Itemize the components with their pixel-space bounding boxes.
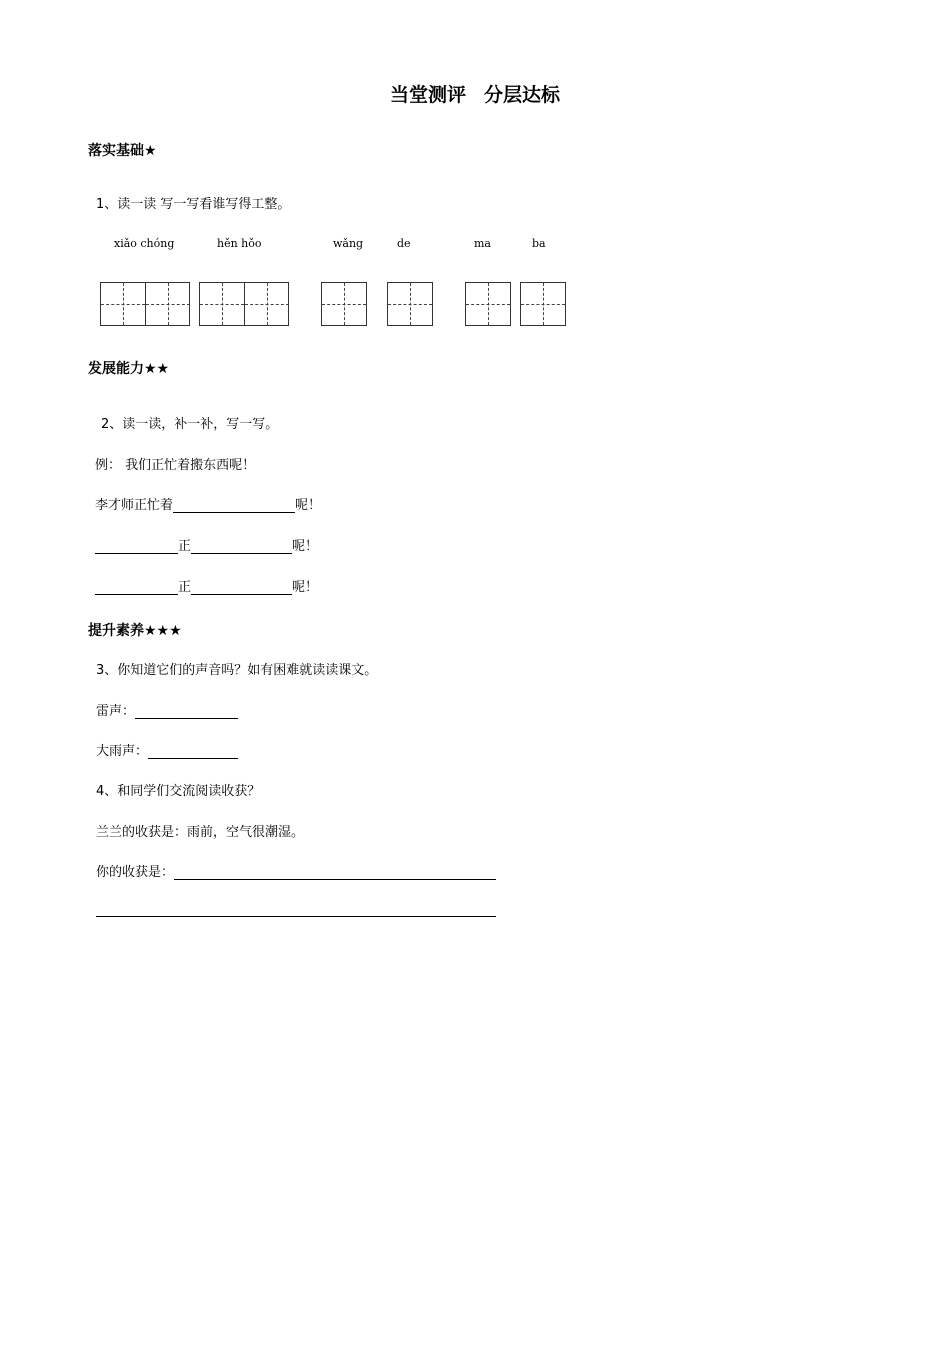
blank-line-1[interactable] (173, 498, 295, 513)
writing-grid-wang[interactable] (321, 282, 367, 326)
blank-line-3a[interactable] (95, 580, 178, 595)
blank-line-3b[interactable] (191, 580, 292, 595)
section-heading-develop: 发展能力★★ (88, 361, 170, 377)
line-1-suffix: 呢！ (295, 498, 322, 513)
writing-grid-ma[interactable] (465, 282, 511, 326)
line-3-suffix: 呢！ (292, 580, 319, 595)
writing-grid-xiao-chong[interactable] (100, 282, 190, 326)
yours-label: 你的收获是： (96, 865, 175, 880)
heavy-rain-label: 大雨声： (96, 744, 149, 759)
question-2-line-2 (95, 535, 318, 554)
question-2-line-3 (95, 576, 318, 595)
writing-grid-ba[interactable] (520, 282, 566, 326)
question-2-prompt: 2、读一读，补一补，写一写。 (101, 417, 279, 432)
pinyin-ma: ma (474, 237, 491, 250)
pinyin-ba: ba (532, 237, 546, 250)
section-heading-improve: 提升素养★★★ (88, 623, 182, 639)
pinyin-xiao-chong: xiǎo chóng (114, 237, 175, 250)
question-2-example: 例： 我们正忙着搬东西呢！ (95, 458, 256, 473)
question-4-example: 兰兰的收获是：雨前，空气很潮湿。 (96, 825, 305, 840)
writing-grid-de[interactable] (387, 282, 433, 326)
line-2-suffix: 呢！ (292, 539, 319, 554)
thunder-label: 雷声： (96, 704, 136, 719)
thunder-blank[interactable] (135, 704, 238, 719)
blank-line-2a[interactable] (95, 539, 178, 554)
line-3-zheng: 正 (178, 580, 192, 595)
question-2-line-1 (95, 494, 321, 513)
pinyin-hen-hao: hěn hǒo (217, 237, 262, 250)
line-2-zheng: 正 (178, 539, 192, 554)
blank-line-2b[interactable] (191, 539, 292, 554)
question-3-item-2 (96, 740, 238, 759)
question-1-prompt: 1、读一读 写一写看谁写得工整。 (96, 197, 291, 212)
heavy-rain-blank[interactable] (148, 744, 238, 759)
pinyin-wang: wǎng (333, 237, 364, 250)
pinyin-de: de (397, 237, 411, 250)
title-part-a: 当堂测评 (389, 84, 466, 106)
yours-blank-2[interactable] (96, 916, 496, 917)
page-title (0, 80, 950, 107)
writing-grid-hen-hao[interactable] (199, 282, 289, 326)
question-3-prompt: 3、你知道它们的声音吗？如有困难就读读课文。 (96, 663, 378, 678)
section-heading-basic: 落实基础★ (88, 143, 157, 159)
line-1-prefix: 李才师正忙着 (95, 498, 174, 513)
question-3-item-1 (96, 700, 238, 719)
title-part-b: 分层达标 (484, 84, 561, 106)
question-4-prompt: 4、和同学们交流阅读收获？ (96, 784, 261, 799)
yours-blank-1[interactable] (174, 865, 496, 880)
question-4-yours (96, 861, 496, 880)
